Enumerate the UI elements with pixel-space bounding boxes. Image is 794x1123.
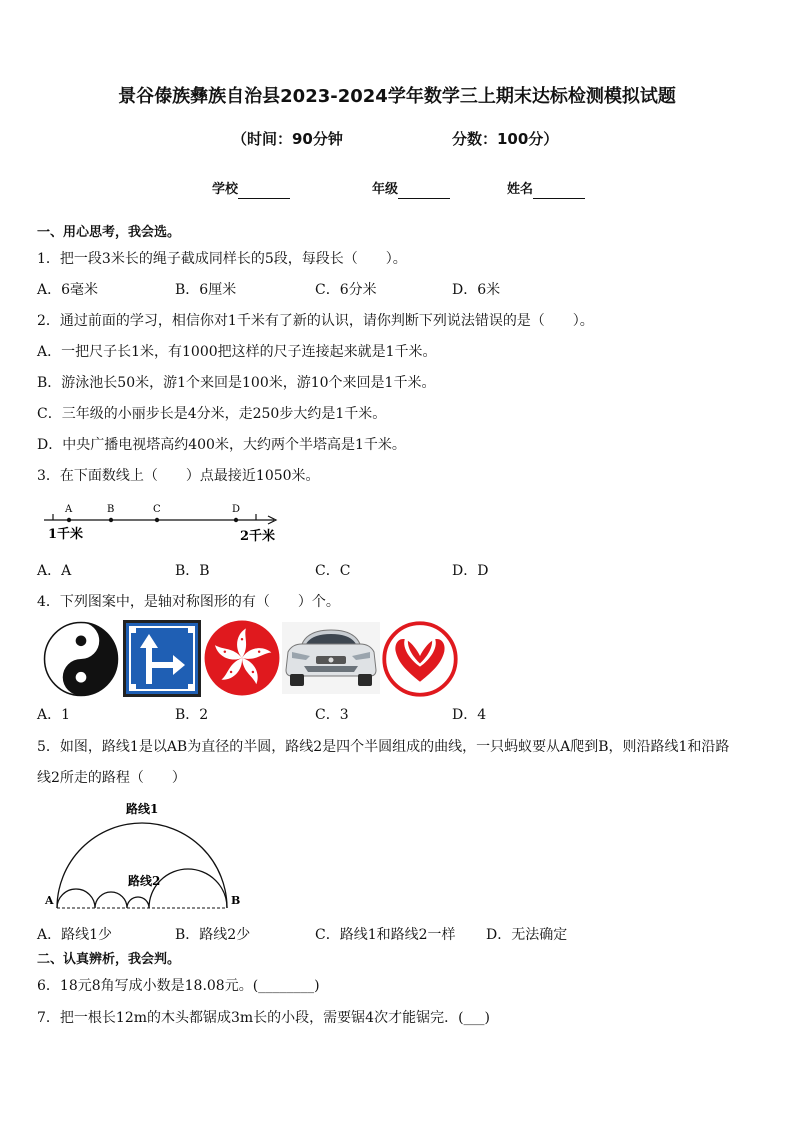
route-1-arc — [57, 823, 227, 908]
q5-stem-line1: 5．如图，路线1是以AB为直径的半圆，路线2是四个半圆组成的曲线，一只蚂蚁要从A爬到B，则沿路线1和沿路 — [37, 739, 730, 755]
q5-option-b[interactable]: B．路线2少 — [175, 927, 251, 943]
q1-stem: 1．把一段3米长的绳子截成同样长的5段，每段长（ ）。 — [37, 251, 407, 267]
point-a-label: A — [45, 894, 54, 907]
section-2-heading: 二、认真辨析，我会判。 — [37, 952, 181, 967]
q4-option-c[interactable]: C．3 — [315, 707, 349, 723]
q3-option-d[interactable]: D．D — [452, 563, 489, 579]
q2-statement-d[interactable]: D．中央广播电视塔高约400米，大约两个半塔高是1千米。 — [37, 437, 406, 453]
section-1-heading: 一、用心思考，我会选。 — [37, 225, 181, 240]
route-1-label: 路线1 — [126, 802, 159, 816]
grade-label: 年级 — [372, 182, 399, 197]
name-label: 姓名 — [507, 182, 534, 197]
q3-option-b[interactable]: B．B — [175, 563, 210, 579]
q5-stem-line2: 线2所走的路程（ ） — [37, 770, 186, 786]
q1-option-d[interactable]: D．6米 — [452, 282, 501, 298]
point-c-label: C — [153, 504, 161, 515]
point-d-label: D — [232, 504, 241, 515]
point-b-label: B — [107, 504, 115, 515]
grade-blank[interactable] — [398, 184, 450, 199]
q4-option-a[interactable]: A．1 — [37, 707, 71, 723]
point-b-dot — [109, 518, 113, 522]
point-a-dot — [67, 518, 71, 522]
school-field[interactable] — [212, 181, 290, 199]
name-blank[interactable] — [533, 184, 585, 199]
score-info: 分数：100分） — [452, 130, 559, 148]
q4-option-d[interactable]: D．4 — [452, 707, 487, 723]
point-c-dot — [155, 518, 159, 522]
q2-statement-a[interactable]: A．一把尺子长1米，有1000把这样的尺子连接起来就是1千米。 — [37, 344, 437, 360]
start-label: 1千米 — [48, 527, 84, 542]
q3-option-c[interactable]: C．C — [315, 563, 351, 579]
q5-option-a[interactable]: A．路线1少 — [37, 927, 113, 943]
q2-statement-c[interactable]: C．三年级的小丽步长是4分米，走250步大约是1千米。 — [37, 406, 387, 422]
name-field[interactable] — [507, 181, 585, 199]
road-sign-icon — [123, 620, 201, 697]
page-title: 景谷傣族彝族自治县2023-2024学年数学三上期末达标检测模拟试题 — [118, 86, 676, 107]
q4-option-b[interactable]: B．2 — [175, 707, 209, 723]
q3-stem: 3．在下面数线上（ ）点最接近1050米。 — [37, 468, 320, 484]
q1-option-c[interactable]: C．6分米 — [315, 282, 377, 298]
q2-stem: 2．通过前面的学习，相信你对1千米有了新的认识，请你判断下列说法错误的是（ ）。 — [37, 313, 594, 329]
q1-option-a[interactable]: A．6毫米 — [37, 282, 99, 298]
semicircle-routes-figure — [40, 798, 250, 914]
route-2-label: 路线2 — [128, 874, 161, 888]
q1-option-b[interactable]: B．6厘米 — [175, 282, 237, 298]
car-icon — [282, 622, 380, 694]
school-blank[interactable] — [238, 184, 290, 199]
q5-option-c[interactable]: C．路线1和路线2一样 — [315, 927, 456, 943]
point-a-label: A — [65, 504, 73, 515]
time-info: （时间：90分钟 — [232, 130, 343, 148]
dongfeng-logo-icon — [382, 621, 458, 697]
q3-option-a[interactable]: A．A — [37, 563, 72, 579]
school-label: 学校 — [212, 182, 239, 197]
point-d-dot — [234, 518, 238, 522]
q5-option-d[interactable]: D．无法确定 — [486, 927, 568, 943]
q7-text[interactable]: 7．把一根长12m的木头都锯成3m长的小段，需要锯4次才能锯完．(___) — [37, 1010, 491, 1026]
point-b-label: B — [231, 894, 241, 907]
grade-field[interactable] — [372, 181, 450, 199]
q6-text[interactable]: 6．18元8角写成小数是18.08元。(________) — [37, 978, 320, 994]
yin-yang-icon — [42, 621, 120, 697]
end-label: 2千米 — [240, 529, 276, 544]
q2-statement-b[interactable]: B．游泳池长50米，游1个来回是100米，游10个来回是1千米。 — [37, 375, 436, 391]
bauhinia-flag-icon — [203, 619, 281, 697]
number-line-figure — [40, 500, 290, 548]
q4-stem: 4．下列图案中，是轴对称图形的有（ ）个。 — [37, 594, 340, 610]
